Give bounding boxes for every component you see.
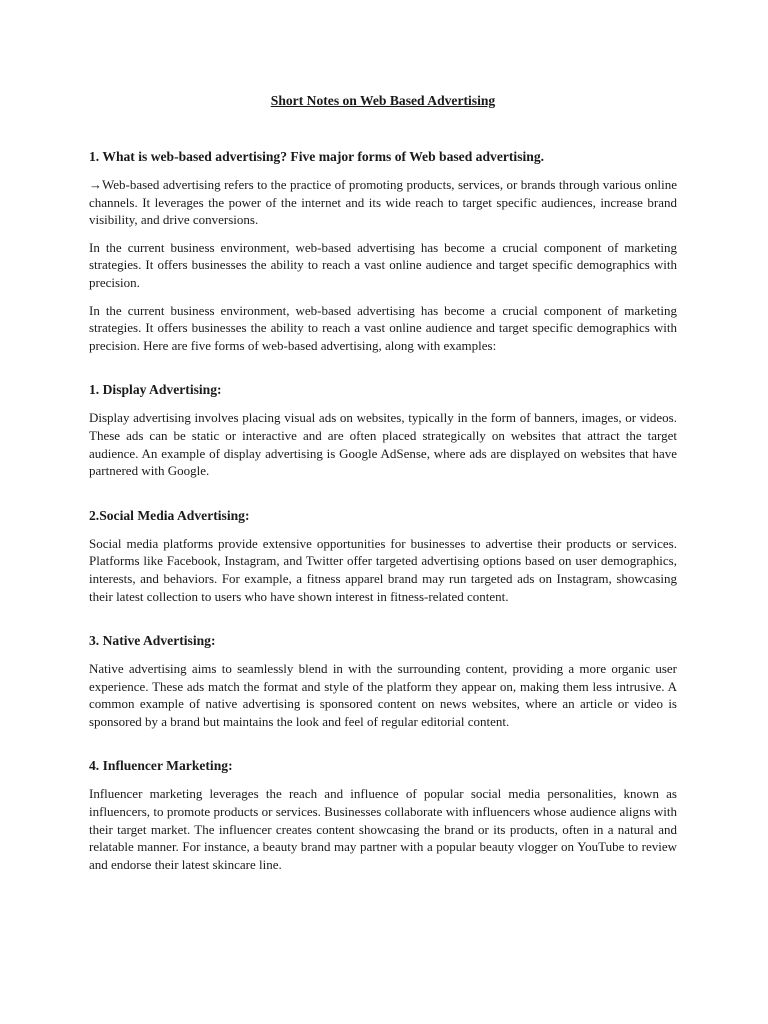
section-influencer-marketing (89, 757, 677, 873)
section-body: Native advertising aims to seamlessly blend in with the surrounding content, providing a more organic user experience. These ads match the format and style of the platform they appear on, making them less intrusive. A common example of native advertising is sponsored content on news websites, where an article or video is sponsored by a brand but maintains the look and feel of regular editorial content. (89, 661, 677, 729)
section-native-advertising (89, 632, 677, 730)
section-display-advertising (89, 381, 677, 479)
document-content (89, 92, 677, 883)
section-body: Display advertising involves placing visual ads on websites, typically in the form of banners, images, or videos. These ads can be static or interactive and are often placed strategically on websites that attract the target audience. An example of display advertising is Google AdSense, where ads are displayed on websites that have partnered with Google. (89, 410, 677, 479)
section-social-media-advertising (89, 507, 677, 605)
intro-paragraph-3: In the current business environment, web-based advertising has become a crucial component of marketing strategies. It offers businesses the ability to reach a vast online audience and target specific demographics with precision. Here are five forms of web-based advertising, along with examples: (89, 302, 677, 353)
section-heading: 2.Social Media Advertising: (89, 507, 250, 523)
intro-paragraph-2: In the current business environment, web-based advertising has become a crucial component of marketing strategies. It offers businesses the ability to reach a vast online audience and target specific demographics with precision. (89, 239, 677, 290)
section-body: Social media platforms provide extensive opportunities for businesses to advertise their products or services. Platforms like Facebook, Instagram, and Twitter offer targeted advertising options based on user demographics, interests, and behaviors. For example, a fitness apparel brand may run targeted ads on Instagram, showcasing their latest collection to users who have shown interest in fitness-related content. (89, 535, 677, 604)
section-body: Influencer marketing leverages the reach and influence of popular social media personalities, known as influencers, to promote products or services. Businesses collaborate with influencers whose audience aligns with their target market. The influencer creates content showcasing the brand or its products, often in a natural and relatable manner. For instance, a beauty brand may partner with a popular beauty vlogger on YouTube to review and endorse their latest skincare line. (89, 786, 677, 872)
intro-paragraph-1: →Web-based advertising refers to the practice of promoting products, services, or brands through various online channels. It leverages the power of the internet and its wide reach to target specific audiences, increase brand visibility, and drive conversions. (89, 177, 677, 228)
section-heading: 4. Influencer Marketing: (89, 758, 233, 774)
section-heading: 3. Native Advertising: (89, 633, 216, 649)
question-heading: 1. What is web-based advertising? Five major forms of Web based advertising. (89, 149, 545, 164)
section-heading: 1. Display Advertising: (89, 382, 222, 398)
document-title: Short Notes on Web Based Advertising (270, 93, 496, 108)
